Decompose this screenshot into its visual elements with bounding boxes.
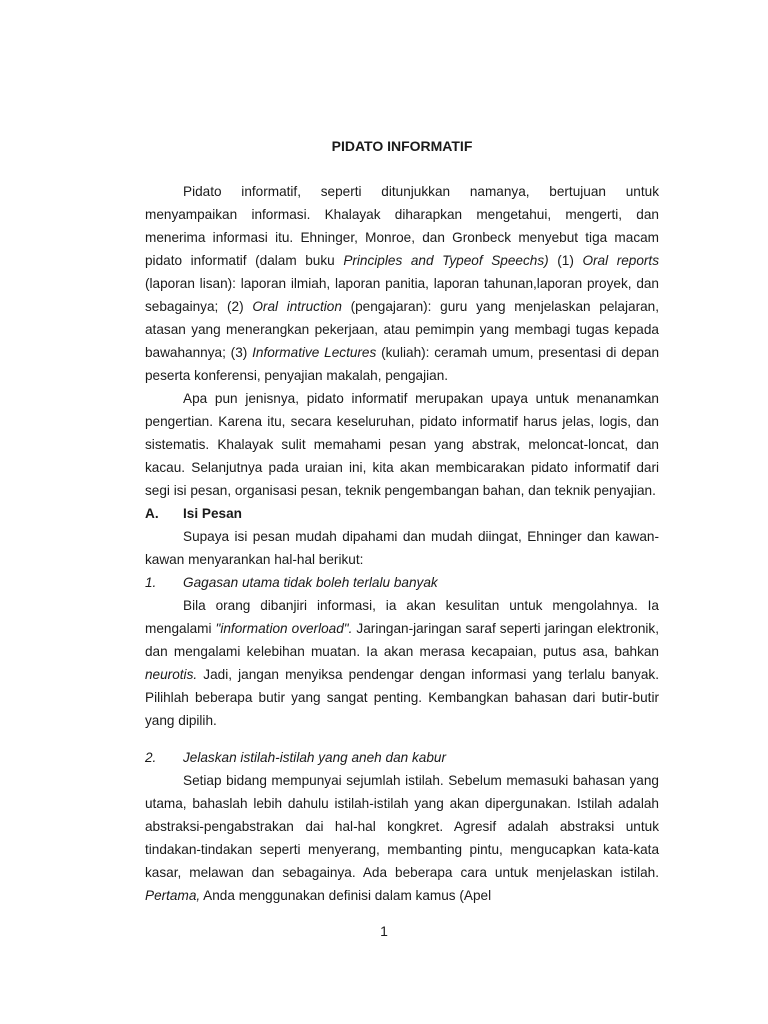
section-heading-a <box>145 502 659 525</box>
document-title: PIDATO INFORMATIF <box>331 138 473 154</box>
spacer <box>145 732 659 746</box>
paragraph-purpose: Apa pun jenisnya, pidato informatif merupakan upaya untuk menanamkan pengertian. Karena itu, secara keseluruhan, pidato informatif harus jelas, logis, dan sistematis. Khalayak sulit memahami pesan yang abstrak, meloncat-loncat, dan kacau. Selanjutnya pada uraian ini, kita akan membicarakan pidato informatif dari segi isi pesan, organisasi pesan, teknik pengembangan bahan, dan teknik penyajian. <box>145 391 659 498</box>
list-number: 2. <box>145 750 157 765</box>
paragraph-isi-pesan: Supaya isi pesan mudah dipahami dan mudah diingat, Ehninger dan kawan-kawan menyarankan hal-hal berikut: <box>145 529 659 567</box>
list-item-1-heading <box>145 571 659 594</box>
page-number: 1 <box>380 923 388 939</box>
paragraph-intro: Pidato informatif, seperti ditunjukkan namanya, bertujuan untuk menyampaikan informasi. Khalayak diharapkan mengetahui, mengerti, dan menerima informasi itu. Ehninger, Monroe, dan Gronbeck menyebut tiga macam pidato informatif (dalam buku Principles and Typeof Speechs) (1) Oral reports (laporan lisan): laporan ilmiah, laporan panitia, laporan tahunan,laporan proyek, dan sebagainya; (2) Oral intruction (pengajaran): guru yang menjelaskan pelajaran, atasan yang menerangkan pekerjaan, atau pemimpin yang membagi tugas kepada bawahannya; (3) Informative Lectures (kuliah): ceramah umum, presentasi di depan peserta konferensi, penyajian makalah, pengajian. <box>145 184 660 383</box>
document-body <box>145 136 659 907</box>
section-number: A. <box>145 506 159 521</box>
list-label: Gagasan utama tidak boleh terlalu banyak <box>183 575 438 590</box>
list-number: 1. <box>145 575 157 590</box>
section-label: Isi Pesan <box>183 506 242 521</box>
paragraph-item-2: Setiap bidang mempunyai sejumlah istilah. Sebelum memasuki bahasan yang utama, bahaslah lebih dahulu istilah-istilah yang akan dipergunakan. Istilah adalah abstraksi-pengabstrakan dai hal-hal kongkret. Agresif adalah abstraksi untuk tindakan-tindakan seperti menyerang, membanting pintu, mengucapkan kata-kata kasar, melawan dan sebagainya. Ada beberapa cara untuk menjelaskan istilah. Pertama, Anda menggunakan definisi dalam kamus (Apel <box>145 773 659 903</box>
list-item-2-heading <box>145 746 659 769</box>
paragraph-item-1: Bila orang dibanjiri informasi, ia akan kesulitan untuk mengolahnya. Ia mengalami "information overload". Jaringan-jaringan saraf seperti jaringan elektronik, dan mengalami kelebihan muatan. Ia akan merasa kecapaian, putus asa, bahkan neurotis. Jadi, jangan menyiksa pendengar dengan informasi yang terlalu banyak. Pilihlah beberapa butir yang sangat penting. Kembangkan bahasan dari butir-butir yang dipilih. <box>145 598 659 728</box>
list-label: Jelaskan istilah-istilah yang aneh dan kabur <box>183 750 446 765</box>
